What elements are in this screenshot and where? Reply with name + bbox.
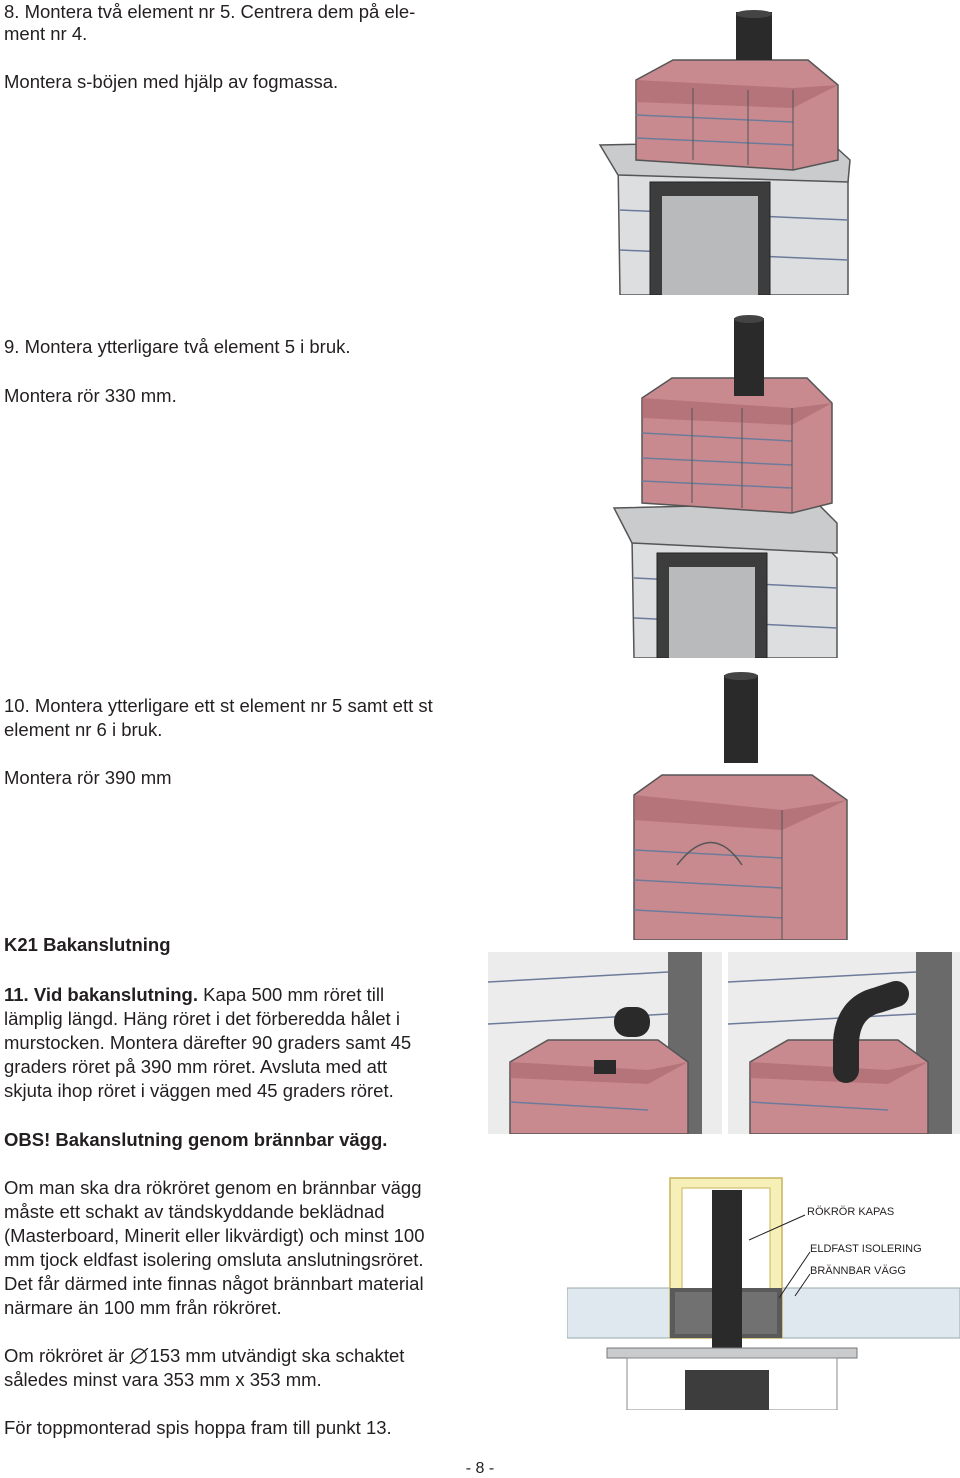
rear-connection-illustration-b <box>728 952 960 1134</box>
obs-heading: OBS! Bakanslutning genom brännbar vägg. <box>4 1129 388 1150</box>
rear-connection-illustration-a <box>488 952 722 1134</box>
obs-para-line: närmare än 100 mm från rökröret. <box>4 1297 282 1318</box>
step11-lead: 11. Vid bakanslutning. <box>4 984 198 1005</box>
step8-line3: Montera s-böjen med hjälp av fogmassa. <box>4 71 339 92</box>
top-mounted-note: För toppmonterad spis hoppa fram till punkt 13. <box>4 1417 392 1438</box>
diameter-post: 153 mm utvändigt ska schaktet <box>149 1345 405 1366</box>
cross-section-diagram <box>567 1170 960 1410</box>
step11-line: lämplig längd. Häng röret i det förberedda hålet i <box>4 1008 400 1029</box>
step10-line2: element nr 6 i bruk. <box>4 719 163 740</box>
step11-first-line <box>4 983 384 1007</box>
step10-line3: Montera rör 390 mm <box>4 767 172 788</box>
step10-line1: 10. Montera ytterligare ett st element nr 5 samt ett st <box>4 695 433 716</box>
step11-line: murstocken. Montera därefter 90 graders samt 45 <box>4 1032 412 1053</box>
step9-line1: 9. Montera ytterligare två element 5 i bruk. <box>4 336 351 357</box>
step11-line: graders röret på 390 mm röret. Avsluta med att <box>4 1056 388 1077</box>
label-wall: BRÄNNBAR VÄGG <box>810 1265 906 1277</box>
obs-para-line: Om man ska dra rökröret genom en brännbar vägg <box>4 1177 422 1198</box>
step10-illustration <box>632 670 850 940</box>
diameter-line <box>4 1344 404 1368</box>
shaft-size-line: således minst vara 353 mm x 353 mm. <box>4 1369 322 1390</box>
step11-line: skjuta ihop röret i väggen med 45 graders röret. <box>4 1080 394 1101</box>
label-pipe-cut: RÖKRÖR KAPAS <box>807 1206 895 1218</box>
step11-rest: Kapa 500 mm röret till <box>197 984 385 1005</box>
obs-para-line: (Masterboard, Minerit eller likvärdigt) och minst 100 <box>4 1225 425 1246</box>
step8-illustration <box>598 10 852 295</box>
obs-para-line: måste ett schakt av tändskyddande beklädnad <box>4 1201 385 1222</box>
diameter-symbol-icon <box>129 1348 149 1364</box>
step8-line1: 8. Montera två element nr 5. Centrera dem på ele- <box>4 1 416 22</box>
step9-illustration <box>612 313 844 658</box>
step9-line2: Montera rör 330 mm. <box>4 385 177 406</box>
page-number: - 8 - <box>465 1460 495 1477</box>
obs-para-line: mm tjock eldfast isolering omsluta anslutningsröret. <box>4 1249 424 1270</box>
obs-para-line: Det får därmed inte finnas något brännbart material <box>4 1273 424 1294</box>
step8-line2: ment nr 4. <box>4 23 88 44</box>
k21-heading: K21 Bakanslutning <box>4 934 171 955</box>
diameter-pre: Om rökröret är <box>4 1345 130 1366</box>
label-insulation: ELDFAST ISOLERING <box>810 1243 922 1255</box>
